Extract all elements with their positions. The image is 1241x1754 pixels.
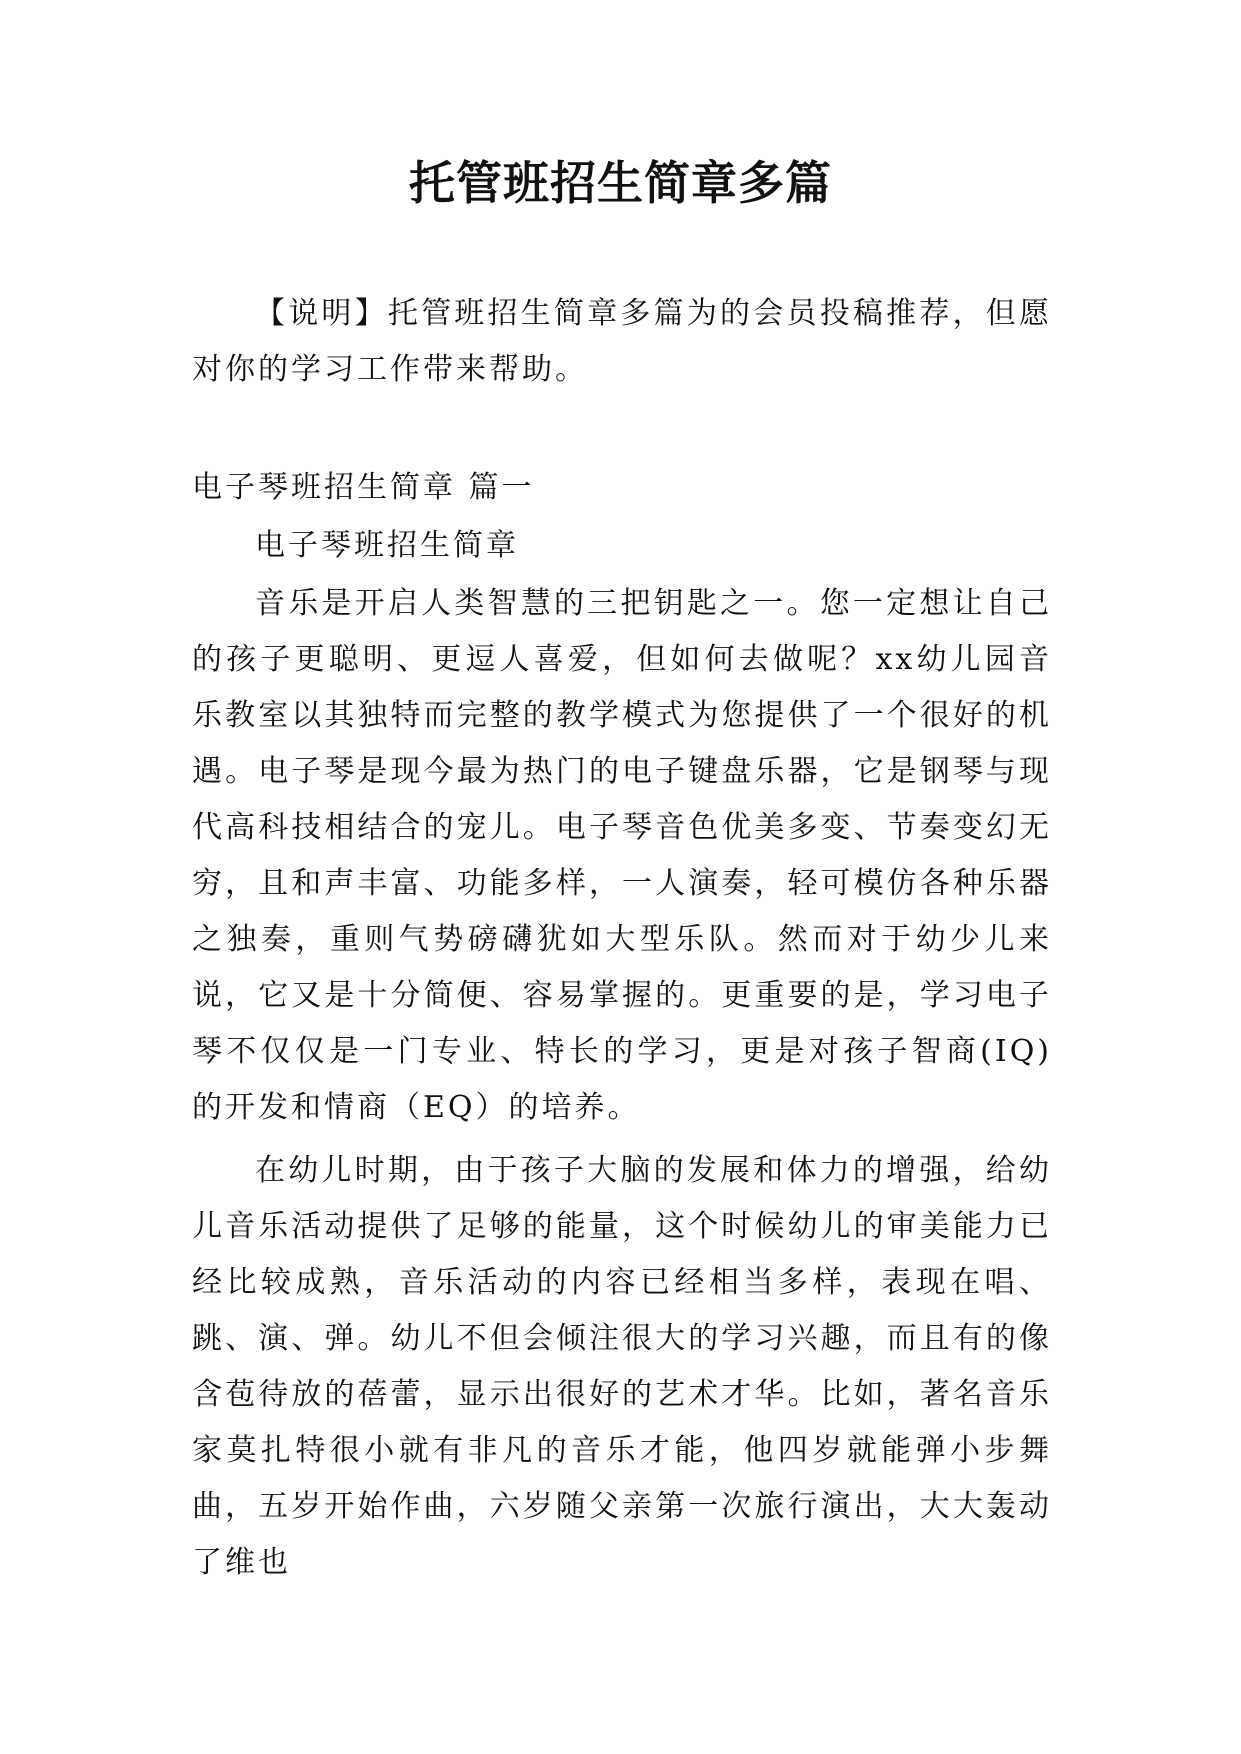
document-title: 托管班招生简章多篇 — [409, 156, 832, 210]
body-paragraph: 音乐是开启人类智慧的三把钥匙之一。您一定想让自己的孩子更聪明、更逗人喜爱，但如何去做呢？xx幼儿园音乐教室以其独特而完整的教学模式为您提供了一个很好的机遇。电子琴是现今最为热门的电子键盘乐器，它是钢琴与现代高科技相结合的宠儿。电子琴音色优美多变、节奏变幻无穷，且和声丰富、功能多样，一人演奏，轻可模仿各种乐器之独奏，重则气势磅礴犹如大型乐队。然而对于幼少儿来说，它又是十分简便、容易掌握的。更重要的是，学习电子琴不仅仅是一门专业、特长的学习，更是对孩子智商(IQ)的开发和情商（EQ）的培养。 — [192, 586, 1052, 1125]
sub-heading: 电子琴班招生简章 — [255, 528, 519, 563]
section-heading: 电子琴班招生简章 篇一 — [192, 470, 535, 505]
intro-note: 【说明】托管班招生简章多篇为的会员投稿推荐，但愿对你的学习工作带来帮助。 — [192, 296, 1052, 387]
body-paragraph: 在幼儿时期，由于孩子大脑的发展和体力的增强，给幼儿音乐活动提供了足够的能量，这个时候幼儿的审美能力已经比较成熟，音乐活动的内容已经相当多样，表现在唱、跳、演、弹。幼儿不但会倾注很大的学习兴趣，而且有的像含苞待放的蓓蕾，显示出很好的艺术才华。比如，著名音乐家莫扎特很小就有非凡的音乐才能，他四岁就能弹小步舞曲，五岁开始作曲，六岁随父亲第一次旅行演出，大大轰动了维也 — [192, 1153, 1052, 1580]
